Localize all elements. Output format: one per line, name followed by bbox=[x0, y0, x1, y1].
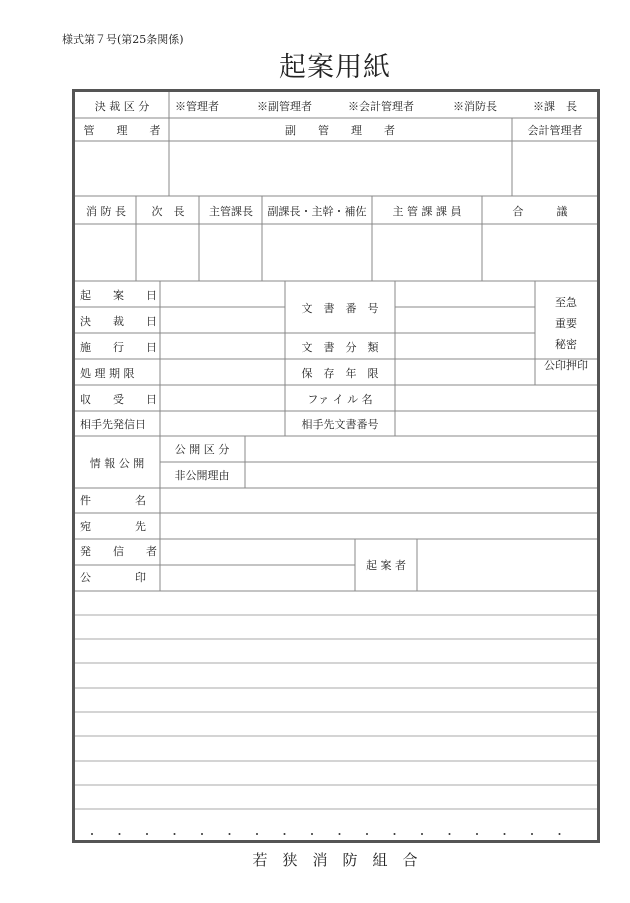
subject-label: 件 名 bbox=[80, 494, 146, 507]
deadline-label: 処 理 期 限 bbox=[80, 367, 135, 380]
sender-doc-number-label: 相手先文書番号 bbox=[301, 418, 379, 431]
leader-dot bbox=[559, 833, 561, 835]
decision-date-label: 決 裁 日 bbox=[80, 315, 157, 328]
signer-council-label: 合 議 bbox=[512, 205, 568, 218]
seal-label: 公 印 bbox=[80, 571, 146, 584]
draft-date-label: 起 案 日 bbox=[80, 289, 157, 302]
leader-dot bbox=[174, 833, 176, 835]
leader-dot bbox=[449, 833, 451, 835]
recipient-label: 宛 先 bbox=[80, 520, 146, 533]
urgency-secret: 秘密 bbox=[555, 338, 577, 351]
draft-form-frame bbox=[72, 89, 600, 843]
receipt-date-label: 収 受 日 bbox=[80, 393, 157, 406]
leader-dot bbox=[119, 833, 121, 835]
retention-label: 保 存 年 限 bbox=[301, 367, 379, 380]
approval-option-deputy-manager: ※副管理者 bbox=[257, 100, 312, 113]
dot-leaders bbox=[91, 833, 561, 835]
doc-class-label: 文 書 分 類 bbox=[301, 341, 379, 354]
disclosure-category-label: 公 開 区 分 bbox=[174, 443, 230, 456]
leader-dot bbox=[476, 833, 478, 835]
approval-option-section-chief: ※課 長 bbox=[533, 100, 577, 113]
form-number-note: 様式第７号(第25条関係) bbox=[62, 33, 184, 46]
leader-dot bbox=[146, 833, 148, 835]
enforcement-date-label: 施 行 日 bbox=[80, 341, 157, 354]
leader-dot bbox=[531, 833, 533, 835]
leader-dot bbox=[311, 833, 313, 835]
signer-deputy-manager-label: 副 管 理 者 bbox=[285, 124, 395, 137]
signer-accountant-label: 会計管理者 bbox=[527, 124, 583, 137]
leader-dot bbox=[201, 833, 203, 835]
approval-option-fire-chief: ※消防長 bbox=[453, 100, 497, 113]
draft-form-grid bbox=[75, 92, 597, 840]
signer-fire-chief-label: 消 防 長 bbox=[86, 205, 126, 218]
grid-horizontal-lines bbox=[75, 118, 597, 809]
urgency-important: 重要 bbox=[555, 317, 577, 330]
leader-dot bbox=[394, 833, 396, 835]
sender-label: 発 信 者 bbox=[80, 545, 157, 558]
disclosure-label: 情 報 公 開 bbox=[89, 457, 145, 470]
signer-chief-section-label: 主管課長 bbox=[209, 205, 253, 218]
approval-option-manager: ※管理者 bbox=[175, 100, 219, 113]
leader-dot bbox=[284, 833, 286, 835]
leader-dot bbox=[256, 833, 258, 835]
sender-date-label: 相手先発信日 bbox=[80, 418, 146, 431]
signer-staff-label: 主 管 課 課 員 bbox=[392, 205, 462, 218]
form-title: 起案用紙 bbox=[279, 52, 391, 83]
signer-assistant-label: 副課長・主幹・補佐 bbox=[267, 205, 367, 218]
disclosure-reason-label: 非公開理由 bbox=[174, 469, 230, 482]
leader-dot bbox=[339, 833, 341, 835]
doc-number-label: 文 書 番 号 bbox=[301, 302, 379, 315]
signer-deputy-chief-label: 次 長 bbox=[151, 205, 185, 218]
urgency-seal: 公印押印 bbox=[544, 359, 588, 372]
approval-section-label: 決 裁 区 分 bbox=[94, 100, 150, 113]
signer-manager-label: 管 理 者 bbox=[83, 124, 161, 137]
urgency-urgent: 至急 bbox=[555, 296, 577, 309]
leader-dot bbox=[366, 833, 368, 835]
organization-name: 若 狭 消 防 組 合 bbox=[252, 851, 418, 869]
leader-dot bbox=[504, 833, 506, 835]
approval-option-accountant: ※会計管理者 bbox=[348, 100, 414, 113]
leader-dot bbox=[229, 833, 231, 835]
file-name-label: ファ イ ル 名 bbox=[307, 393, 373, 406]
leader-dot bbox=[421, 833, 423, 835]
drafter-label: 起 案 者 bbox=[366, 559, 406, 572]
leader-dot bbox=[91, 833, 93, 835]
